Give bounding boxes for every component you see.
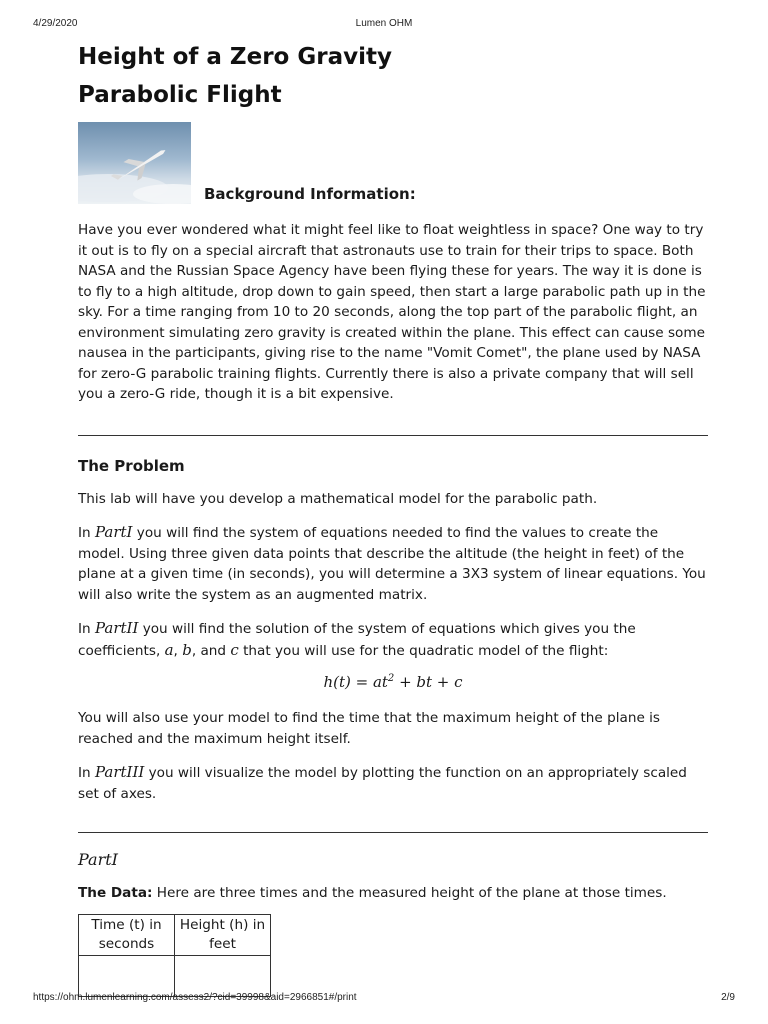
model-paragraph: You will also use your model to find the time that the maximum height of the plane is reached and the maximum height itself.	[78, 710, 660, 747]
equation-lhs: h(t) = at	[323, 673, 388, 691]
data-table	[78, 914, 271, 997]
coef-sep2: , and	[191, 642, 231, 659]
document-content	[78, 38, 708, 997]
page-title: Height of a Zero Gravity Parabolic Flight	[78, 44, 392, 108]
part3-paragraph	[78, 762, 708, 804]
part2-prefix: In	[78, 621, 95, 637]
quadratic-equation	[78, 673, 708, 695]
table-header-row	[79, 914, 271, 955]
problem-intro: This lab will have you develop a mathematical model for the parabolic path.	[78, 490, 598, 507]
part2-text-a: you will find the solution of the system of equations which gives you the coefficients,	[78, 621, 636, 659]
equation-rhs: + bt + c	[394, 673, 463, 691]
background-paragraph: Have you ever wondered what it might feel like to float weightless in space? One way to try it out is to fly on a special aircraft that astronauts use to train for their trips to space. Both NASA and the Russian Space Agency have been flying these for years. The way it is done is to fly to a high altitude, drop down to gain speed, then start a large parabolic path up in the sky. For a time ranging from 10 to 20 seconds, along the top part of the parabolic flight, an environment simulating zero gravity is created within the plane. This effect can cause some nausea in the participants, giving rise to the name "Vomit Comet", the plane used by NASA for zero-G parabolic training flights. Currently there is also a private company that will sell you a zero-G ride, though it is a bit expensive.	[78, 222, 706, 402]
print-url: https://ohm.lumenlearning.com/assess2/?cid=39998&aid=2966851#/print	[33, 992, 357, 1003]
table-cell	[175, 955, 271, 996]
background-heading: Background Information:	[204, 185, 416, 203]
part-i-heading: PartI	[78, 850, 118, 869]
airplane-photo	[78, 122, 191, 204]
part1-prefix: In	[78, 525, 95, 541]
coef-b: b	[182, 640, 192, 659]
part2-text-b: that you will use for the quadratic model of the flight:	[238, 642, 609, 659]
coef-a: a	[164, 640, 174, 659]
part3-text: you will visualize the model by plotting the function on an appropriately scaled set of axes.	[78, 765, 687, 802]
page-number: 2/9	[721, 992, 735, 1003]
data-paragraph	[78, 883, 708, 904]
print-header	[0, 18, 768, 32]
part1-text: you will find the system of equations needed to find the values to create the model. Using three given data points that describe the altitude (the height in feet) of the plane at a given time (in seconds), you will determine a 3X3 system of linear equations. You will also write the system as an augmented matrix.	[78, 525, 706, 603]
section-divider	[78, 832, 708, 833]
table-row	[79, 955, 271, 996]
header-height: Height (h) in feet	[175, 914, 271, 955]
problem-heading: The Problem	[78, 456, 185, 475]
coef-sep1: ,	[173, 642, 183, 659]
equation-exponent: 2	[387, 673, 395, 684]
part2-label: PartII	[94, 619, 139, 637]
part2-paragraph	[78, 618, 708, 661]
part1-label: PartI	[94, 523, 133, 541]
print-site-title: Lumen OHM	[355, 18, 413, 29]
part3-prefix: In	[78, 765, 95, 781]
part1-paragraph	[78, 522, 708, 605]
section-divider	[78, 435, 708, 436]
data-label: The Data:	[78, 885, 153, 901]
print-date: 4/29/2020	[33, 18, 78, 29]
coef-c: c	[230, 640, 239, 659]
header-time: Time (t) in seconds	[79, 914, 175, 955]
data-text: Here are three times and the measured height of the plane at those times.	[152, 885, 667, 901]
table-cell	[79, 955, 175, 996]
hero-section	[78, 122, 708, 216]
print-footer	[0, 992, 768, 1006]
part3-label: PartIII	[94, 763, 145, 781]
